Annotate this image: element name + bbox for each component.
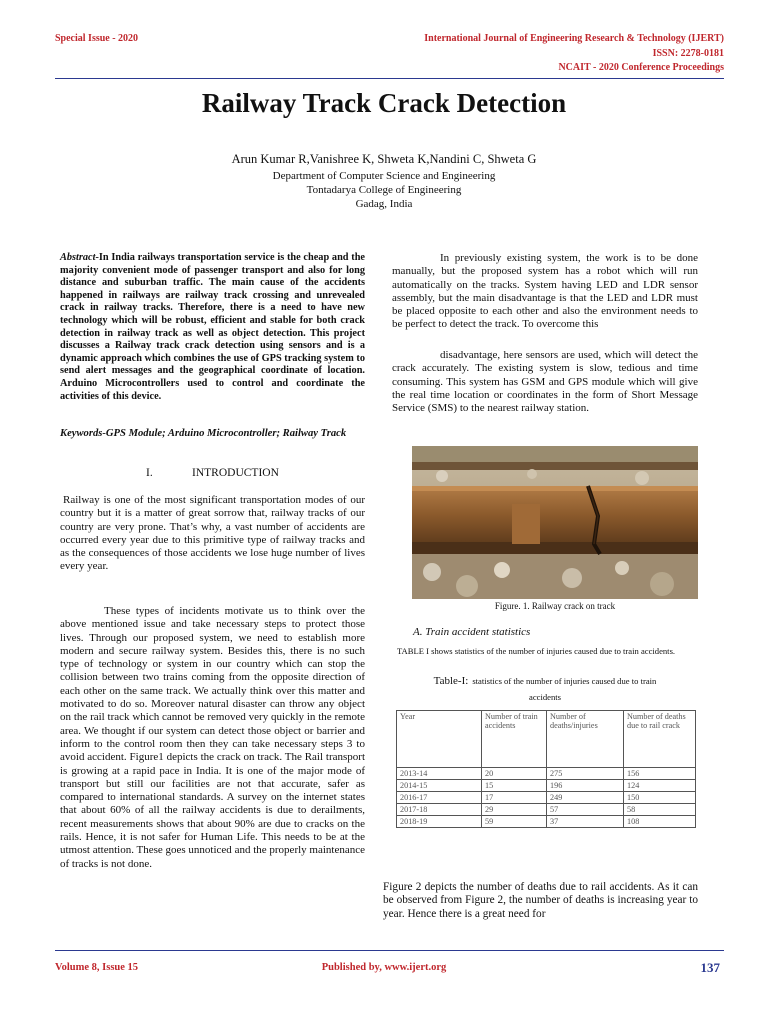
- intro-paragraph-1: Railway is one of the most significant transportation modes of our country but it is a matter of great sorrow that, railway tracks of our country are very prone. That’s why, a vast number of accidents are occurred every year due to this primitive type of railway tracks and as the consequences of those accidents we lose huge number of lives every year.: [60, 494, 365, 573]
- table-cell: 124: [624, 780, 696, 792]
- affiliation-dept: Department of Computer Science and Engineering: [272, 170, 496, 182]
- page-number: 137: [700, 960, 720, 975]
- table-cell: 156: [624, 768, 696, 780]
- table-header-cell: Number of deaths/injuries: [547, 711, 624, 768]
- section-heading: INTRODUCTION: [192, 467, 279, 479]
- table-caption-line2: accidents: [529, 692, 561, 702]
- paper-authors: Arun Kumar R,Vanishree K, Shweta K,Nandini C, Shweta G: [231, 152, 537, 166]
- table-cell: 150: [624, 792, 696, 804]
- table-cell: 249: [547, 792, 624, 804]
- affiliation-city: Gadag, India: [355, 198, 413, 210]
- table-header-cell: Number of train accidents: [482, 711, 547, 768]
- intro-paragraph-2: These types of incidents motivate us to think over the above mentioned issue and take necessary steps to protect those lives. Through our proposed system, we need to establish more modern and secure railway system. Besides this, there is no such type of technology or system in our country which can stop the collision between two trains coming from the opposite direction of each other on the same track. We actually think over this matter and motivated to do so. Moreover natural disaster can throw any object on the rail track which cannot be removed very quickly in the remote area. We thought if our system can detect those object or barrier and inform to the control room then they can take necessary steps 3 to avoid accident. Figure1 depicts the crack on track. The Rail transport is growing at a rapid pace in India. It is one of the major mode of transport but still our facilities are not that accurate, safer as compared to international standards. A survey on the internet states that about 60% of all the railway accidents is due to derailments, recent measurements shows that about 90% are due to cracks on the rails. Hence, it is not safer for Human Life. This needs to be at the utmost attention. These goes unnoticed and the properly maintenance of tracks is not done.: [60, 605, 365, 870]
- table-header-cell: Number of deaths due to rail crack: [624, 711, 696, 768]
- footer-publisher: Published by, www.ijert.org: [321, 962, 447, 973]
- header-journal: International Journal of Engineering Research & Technology (IJERT): [424, 33, 724, 44]
- figure-caption: Figure. 1. Railway crack on track: [494, 601, 616, 611]
- abstract-body: In India railways transportation service is the cheap and the majority convenient mode of passenger transport and also for long distance and suburban traffic. The main cause of the accidents happened in railways are railway track crossing and unrevealed crack in railway tracks. Therefore, there is a need to have new technology which will be robust, efficient and stable for both crack detection in railway track as well as object detection. This project discusses a Railway track crack detection using sensors and is a dynamic approach which combines the use of GPS tracking system to send alert messages and the geographical coordinate of location. Arduino Microcontrollers used to control and coordinate the activities of this device.: [60, 252, 365, 402]
- table-header-row: [397, 711, 696, 768]
- table-cell: 275: [547, 768, 624, 780]
- table-intro: TABLE I shows statistics of the number of injuries caused due to train accidents.: [397, 646, 676, 656]
- table-row: [397, 804, 696, 816]
- table-cell: 2014-15: [397, 780, 482, 792]
- abstract: [60, 252, 365, 403]
- table-cell: 108: [624, 816, 696, 828]
- header-rule: [55, 78, 724, 79]
- table-row: [397, 816, 696, 828]
- table-cell: 20: [482, 768, 547, 780]
- table-cell: 58: [624, 804, 696, 816]
- abstract-lead: Abstract-: [60, 252, 99, 263]
- affiliation-college: Tontadarya College of Engineering: [306, 184, 462, 196]
- right-paragraph-1: In previously existing system, the work is to be done manually, but the proposed system has a robot which will run automatically on the tracks. System having LED and LDR sensor assembly, but the main disadvantage is that the LED and LDR must be placed opposite to each other and also the environment needs to be perfect to detect the track. To overcome this: [392, 252, 698, 331]
- table-cell: 29: [482, 804, 547, 816]
- header-proceedings: NCAIT - 2020 Conference Proceedings: [558, 62, 724, 73]
- right-paragraph-3: Figure 2 depicts the number of deaths due to rail accidents. As it can be observed from Figure 2, the number of deaths is increasing year to year. Hence there is a great need for: [383, 881, 698, 920]
- footer-volume: Volume 8, Issue 15: [55, 962, 139, 973]
- railway-crack-image: [412, 446, 698, 599]
- header-issue: Special Issue - 2020: [55, 33, 139, 44]
- table-cell: 2013-14: [397, 768, 482, 780]
- table-caption-lead: Table-I:: [433, 675, 469, 687]
- railway-crack-photo: [412, 446, 698, 599]
- table-cell: 15: [482, 780, 547, 792]
- table-row: [397, 768, 696, 780]
- table-row: [397, 780, 696, 792]
- keywords: Keywords-GPS Module; Arduino Microcontroller; Railway Track: [60, 428, 347, 439]
- header-issn: ISSN: 2278-0181: [652, 48, 724, 59]
- table-cell: 2018-19: [397, 816, 482, 828]
- table-cell: 2016-17: [397, 792, 482, 804]
- table-cell: 59: [482, 816, 547, 828]
- subsection-heading: A. Train accident statistics: [413, 626, 531, 638]
- table-cell: 196: [547, 780, 624, 792]
- table-cell: 17: [482, 792, 547, 804]
- section-number: I.: [146, 467, 153, 479]
- table-cell: 57: [547, 804, 624, 816]
- table-caption: [392, 671, 698, 689]
- table-row: [397, 792, 696, 804]
- paper-title: Railway Track Crack Detection: [201, 88, 567, 118]
- table-cell: 37: [547, 816, 624, 828]
- right-paragraph-2: disadvantage, here sensors are used, which will detect the crack accurately. The existing system is slow, tedious and time consuming. This system has GSM and GPS module which will give the real time location or coordinates in the form of Short Message Service (SMS) to the nearest railway station.: [392, 349, 698, 415]
- table-caption-text: statistics of the number of injuries caused due to train: [472, 676, 657, 686]
- footer-rule: [55, 950, 724, 951]
- table-cell: 2017-18: [397, 804, 482, 816]
- accident-statistics-table: [396, 710, 696, 828]
- table-header-cell: Year: [397, 711, 482, 768]
